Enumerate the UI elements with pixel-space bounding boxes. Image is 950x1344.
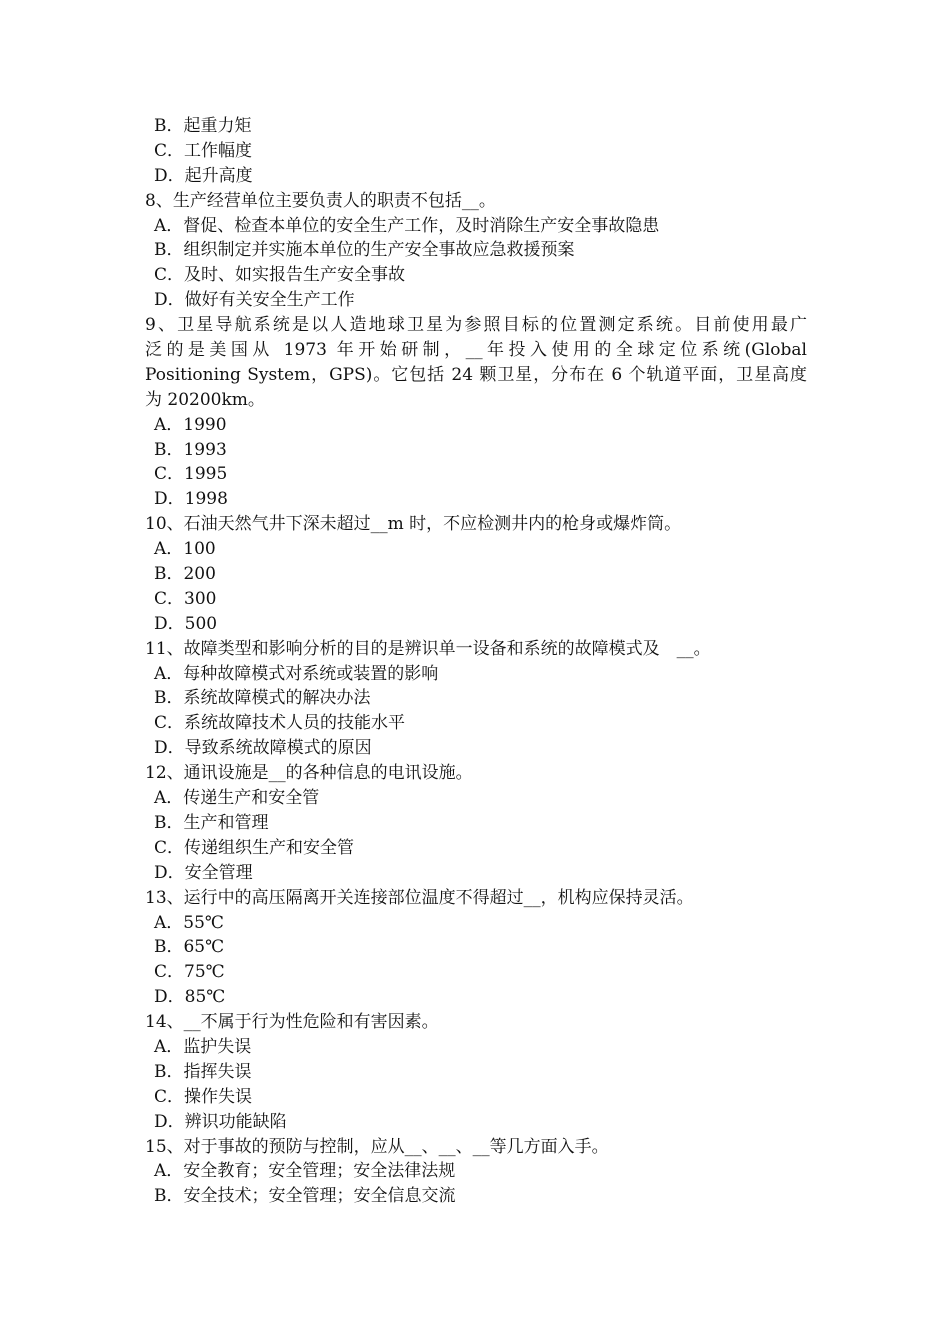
question-9-line: Positioning System，GPS)。它包括 24 颗卫星，分布在 6 个轨道平面，卫星高度 [145, 364, 807, 385]
option-line: D．1998 [154, 489, 228, 510]
lines-top-group [145, 114, 807, 313]
option-line: B．指挥失误 [154, 1061, 252, 1082]
question-line: 15、对于事故的预防与控制，应从__、__、__等几方面入手。 [145, 1136, 609, 1157]
option-line: B．生产和管理 [154, 812, 269, 833]
option-line: B．200 [154, 564, 216, 585]
option-line: A．100 [154, 539, 216, 560]
option-line: C．75℃ [154, 962, 225, 983]
option-line: C．300 [154, 588, 217, 609]
option-line: B．组织制定并实施本单位的生产安全事故应急救援预案 [154, 240, 575, 261]
question-9-line: 泛的是美国从 1973 年开始研制，__年投入使用的全球定位系统(Global [145, 340, 807, 361]
question-9-line: 9、卫星导航系统是以人造地球卫星为参照目标的位置测定系统。目前使用最广 [145, 315, 807, 336]
question-line: 14、__不属于行为性危险和有害因素。 [145, 1012, 439, 1033]
option-line: B．65℃ [154, 937, 225, 958]
option-line: A．1990 [154, 414, 227, 435]
option-line: C．及时、如实报告生产安全事故 [154, 265, 406, 286]
question-line: 11、故障类型和影响分析的目的是辨识单一设备和系统的故障模式及 __。 [145, 638, 711, 659]
option-line: C．传递组织生产和安全管 [154, 837, 355, 858]
option-line: D．500 [154, 613, 218, 634]
option-line: A．每种故障模式对系统或装置的影响 [154, 663, 439, 684]
question-line: 13、运行中的高压隔离开关连接部位温度不得超过__，机构应保持灵活。 [145, 887, 694, 908]
option-line: A．督促、检查本单位的安全生产工作，及时消除生产安全事故隐患 [154, 215, 660, 236]
option-line: A．传递生产和安全管 [154, 788, 320, 809]
exam-content [145, 114, 807, 1209]
lines-bottom-group [145, 413, 807, 1210]
question-9-line: 为 20200km。 [145, 389, 265, 410]
option-line: D．导致系统故障模式的原因 [154, 738, 372, 759]
option-line: D．起升高度 [154, 165, 253, 186]
option-line: D．安全管理 [154, 862, 253, 883]
option-line: B．安全技术；安全管理；安全信息交流 [154, 1186, 456, 1207]
option-line: A．安全教育；安全管理；安全法律法规 [154, 1161, 456, 1182]
option-line: C．系统故障技术人员的技能水平 [154, 713, 406, 734]
option-line: A．监护失误 [154, 1036, 252, 1057]
option-line: D．辨识功能缺陷 [154, 1111, 287, 1132]
question-line: 12、通讯设施是__的各种信息的电讯设施。 [145, 763, 473, 784]
option-line: C．1995 [154, 464, 228, 485]
option-line: B．系统故障模式的解决办法 [154, 688, 371, 709]
question-line: 10、石油天然气井下深未超过__m 时，不应检测井内的枪身或爆炸筒。 [145, 514, 682, 535]
question-9-paragraph [145, 313, 807, 413]
option-line: A．55℃ [154, 912, 224, 933]
option-line: C．工作幅度 [154, 140, 253, 161]
option-line: B．起重力矩 [154, 116, 252, 136]
option-line: D．85℃ [154, 987, 226, 1008]
option-line: D．做好有关安全生产工作 [154, 290, 355, 311]
question-line: 8、生产经营单位主要负责人的职责不包括__。 [145, 190, 496, 211]
option-line: C．操作失误 [154, 1086, 253, 1107]
option-line: B．1993 [154, 439, 227, 460]
